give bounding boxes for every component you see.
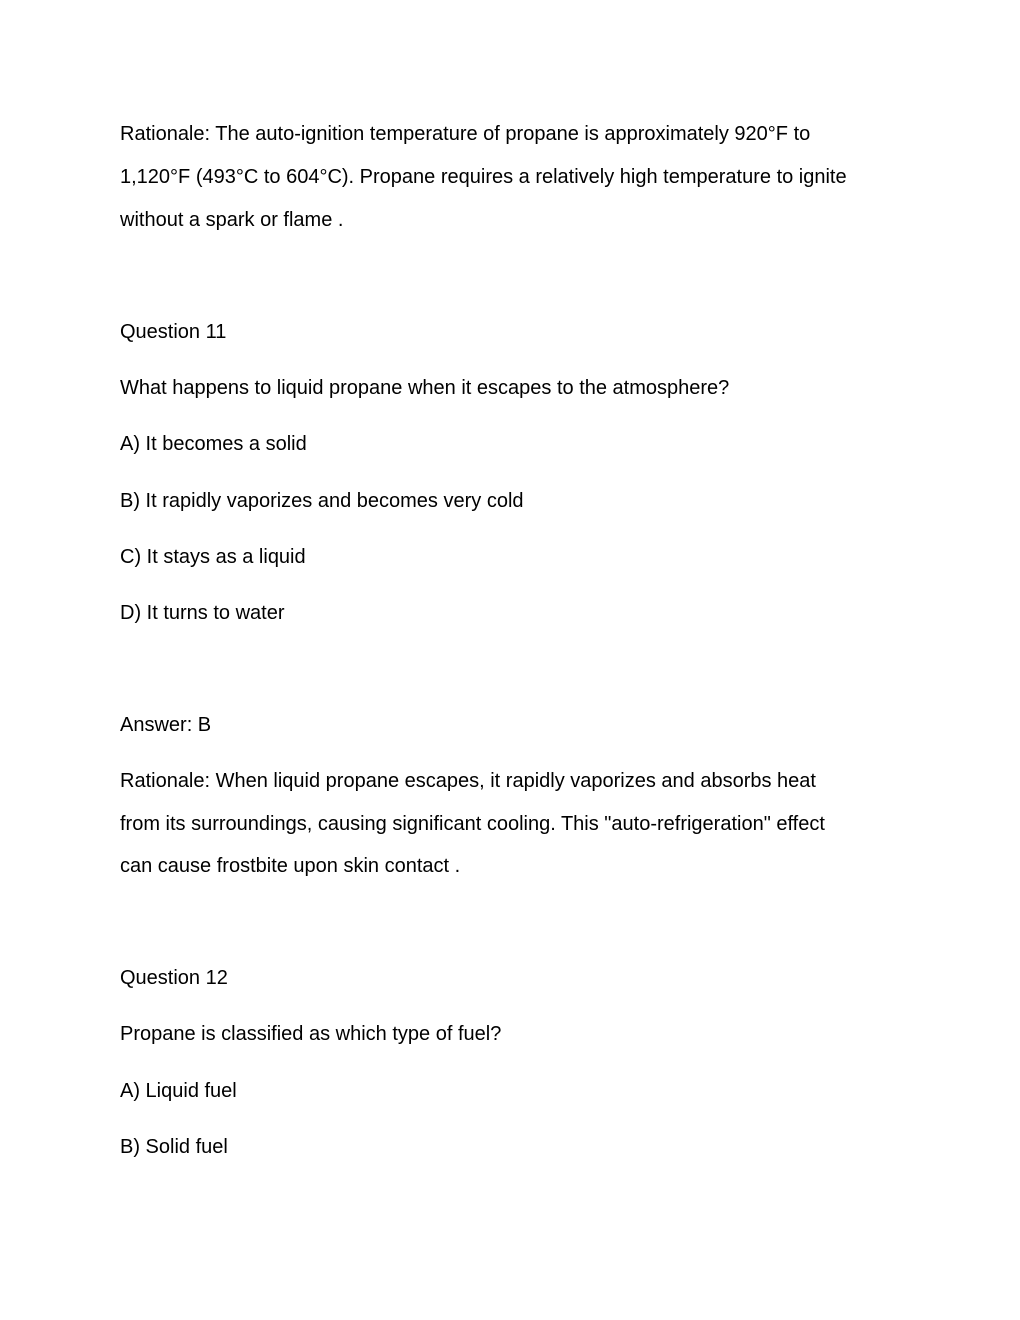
question-11-prompt: What happens to liquid propane when it escapes to the atmosphere? (120, 377, 730, 399)
question-11-heading: Question 11 (120, 321, 227, 343)
rationale-line: Rationale: The auto-ignition temperature of propane is approximately 920°F to (120, 123, 811, 145)
rationale-line: 1,120°F (493°C to 604°C). Propane requires a relatively high temperature to ignite (120, 166, 847, 188)
option-a: A) It becomes a solid (120, 433, 307, 455)
question-12-heading: Question 12 (120, 967, 228, 989)
option-d: D) It turns to water (120, 602, 285, 624)
rationale-line: without a spark or flame . (120, 209, 344, 231)
option-a: A) Liquid fuel (120, 1080, 237, 1102)
rationale-line: Rationale: When liquid propane escapes, it rapidly vaporizes and absorbs heat (120, 770, 816, 792)
rationale-line: from its surroundings, causing significant cooling. This "auto-refrigeration" effect (120, 813, 825, 835)
option-b: B) Solid fuel (120, 1136, 228, 1158)
rationale-line: can cause frostbite upon skin contact . (120, 855, 461, 877)
option-c: C) It stays as a liquid (120, 546, 306, 568)
option-b: B) It rapidly vaporizes and becomes very cold (120, 490, 524, 512)
question-12-prompt: Propane is classified as which type of fuel? (120, 1023, 502, 1045)
answer-line: Answer: B (120, 714, 212, 736)
